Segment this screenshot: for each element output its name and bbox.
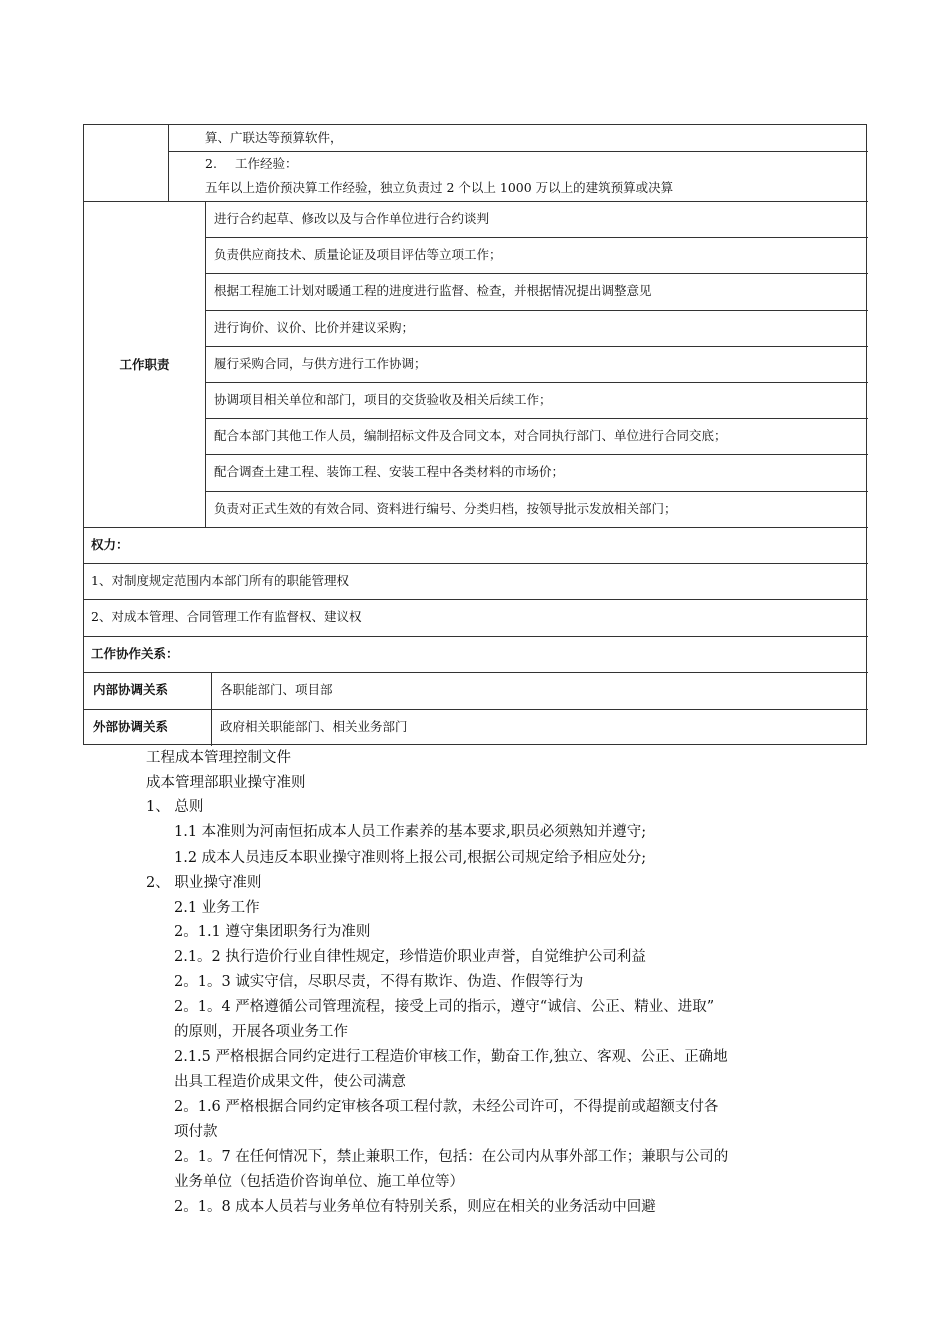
body-line: 1.2 成本人员违反本职业操守准则将上报公司,根据公司规定给予相应处分;	[174, 850, 647, 866]
duty-row-divider	[205, 418, 868, 419]
body-line: 出具工程造价成果文件，使公司满意	[174, 1074, 406, 1090]
body-line: 2。1.1 遵守集团职务行为准则	[174, 924, 371, 940]
cooperation-divider-2	[84, 709, 868, 710]
duty-item: 履行采购合同，与供方进行工作协调；	[214, 355, 427, 371]
internal-value: 各职能部门、项目部	[220, 682, 333, 697]
experience-heading: 工作经验：	[235, 156, 298, 171]
duty-item: 进行询价、议价、比价并建议采购；	[214, 319, 415, 335]
body-line: 1、 总则	[146, 799, 204, 815]
power-divider-1	[84, 563, 868, 564]
duties-divider	[205, 201, 206, 527]
top-section-bottom	[84, 201, 868, 202]
duty-item: 负责供应商技术、质量论证及项目评估等立项工作；	[214, 247, 502, 263]
power-divider-2	[84, 599, 868, 600]
body-line: 2、 职业操守准则	[146, 875, 262, 891]
body-line: 成本管理部职业操守准则	[146, 775, 306, 791]
power-item-1: 1、对制度规定范围内本部门所有的职能管理权	[91, 573, 349, 588]
power-label: 权力：	[91, 537, 129, 552]
job-description-table	[83, 124, 867, 745]
cooperation-label: 工作协作关系：	[91, 646, 179, 661]
power-divider-3	[84, 636, 868, 637]
experience-num: 2.	[205, 156, 217, 171]
duties-section-bottom	[84, 527, 868, 528]
duty-row-divider	[205, 346, 868, 347]
body-line: 2。1.6 严格根据合同约定审核各项工程付款，未经公司许可，不得提前或超额支付各	[174, 1099, 719, 1115]
external-value: 政府相关职能部门、相关业务部门	[220, 719, 408, 734]
body-line: 2.1。2 执行造价行业自律性规定，珍惜造价职业声誉，自觉维护公司利益	[174, 949, 646, 965]
power-item-2: 2、对成本管理、合同管理工作有监督权、建议权	[91, 609, 362, 624]
top-row-divider	[168, 151, 868, 152]
duty-item: 进行合约起草、修改以及与合作单位进行合约谈判	[214, 211, 490, 226]
body-line: 工程成本管理控制文件	[146, 750, 291, 766]
duty-row-divider	[205, 273, 868, 274]
internal-label: 内部协调关系	[93, 682, 169, 697]
duty-item: 配合本部门其他工作人员，编制招标文件及合同文本，对合同执行部门、单位进行合同交底；	[214, 428, 727, 444]
body-line: 2。1。8 成本人员若与业务单位有特别关系，则应在相关的业务活动中回避	[174, 1199, 656, 1215]
body-line: 项付款	[174, 1124, 218, 1140]
body-line: 2。1。3 诚实守信，尽职尽责，不得有欺诈、伪造、作假等行为	[174, 974, 584, 990]
experience-text: 五年以上造价预决算工作经验，独立负责过 2 个以上 1000 万以上的建筑预算或决算	[205, 180, 674, 195]
duty-row-divider	[205, 491, 868, 492]
external-label: 外部协调关系	[93, 719, 169, 734]
body-line: 业务单位（包括造价咨询单位、施工单位等）	[174, 1174, 464, 1190]
duty-item: 协调项目相关单位和部门，项目的交货验收及相关后续工作；	[214, 392, 552, 407]
duty-row-divider	[205, 237, 868, 238]
body-line: 2.1 业务工作	[174, 900, 260, 916]
duties-label: 工作职责	[119, 357, 170, 372]
top-left-divider	[168, 125, 169, 201]
duty-row-divider	[205, 454, 868, 455]
body-line: 1.1 本准则为河南恒拓成本人员工作素养的基本要求,职员必须熟知并遵守;	[174, 824, 647, 840]
body-line: 2.1.5 严格根据合同约定进行工程造价审核工作，勤奋工作,独立、客观、公正、正确地	[174, 1049, 728, 1065]
cooperation-divider-1	[84, 672, 868, 673]
skill-text-cont: 算、广联达等预算软件，	[205, 130, 343, 145]
body-line: 2。1。4 严格遵循公司管理流程，接受上司的指示，遵守“诚信、公正、精业、进取”	[174, 999, 715, 1015]
duty-item: 负责对正式生效的有效合同、资料进行编号、分类归档，按领导批示发放相关部门；	[214, 500, 677, 516]
body-line: 的原则，开展各项业务工作	[174, 1024, 348, 1040]
duty-item: 配合调查土建工程、装饰工程、安装工程中各类材料的市场价；	[214, 464, 565, 480]
duty-item: 根据工程施工计划对暖通工程的进度进行监督、检查，并根据情况提出调整意见	[214, 283, 652, 299]
duty-row-divider	[205, 310, 868, 311]
body-line: 2。1。7 在任何情况下，禁止兼职工作，包括：在公司内从事外部工作；兼职与公司的	[174, 1149, 729, 1165]
duty-row-divider	[205, 382, 868, 383]
